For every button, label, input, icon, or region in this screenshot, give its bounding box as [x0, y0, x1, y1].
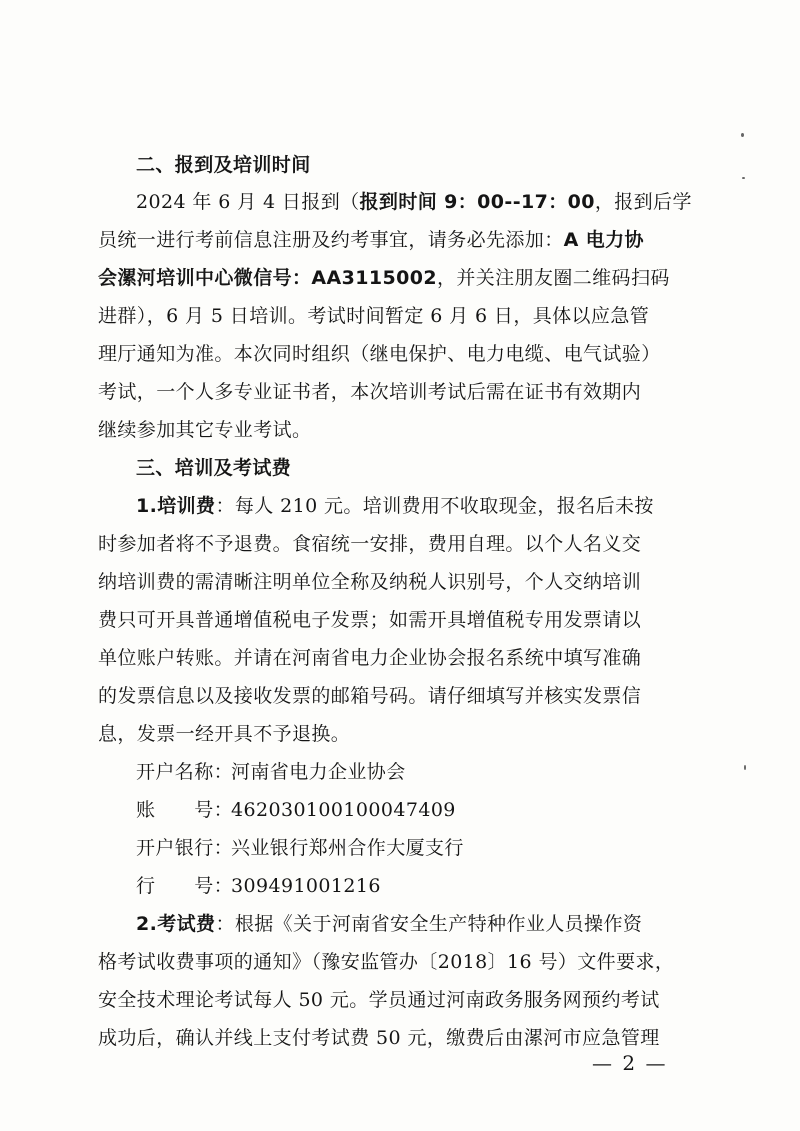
field-value: 兴业银行郑州合作大厦支行: [231, 837, 464, 859]
paragraph-line: 继续参加其它专业考试。: [98, 419, 312, 441]
scan-speck: [744, 765, 746, 770]
paragraph-line: 的发票信息以及接收发票的邮箱号码。请仔细填写并核实发票信: [98, 685, 642, 707]
paragraph-line: 理厅通知为准。本次同时组织（继电保护、电力电缆、电气试验）: [98, 343, 661, 365]
text-run: ，并关注朋友圈二维码扫码: [436, 267, 670, 289]
paragraph-line: [136, 911, 736, 937]
paragraph-line: [136, 493, 736, 519]
scan-speck: [742, 177, 745, 179]
bank-account-number: [136, 797, 736, 823]
bank-branch: [136, 835, 736, 861]
paragraph-line: [136, 189, 736, 215]
paragraph-line: 安全技术理论考试每人 50 元。学员通过河南政务服务网预约考试: [98, 989, 660, 1011]
paragraph-line: 成功后，确认并线上支付考试费 50 元，缴费后由漯河市应急管理: [98, 1027, 660, 1049]
scan-speck: [741, 133, 744, 137]
training-fee-label: 1.培训费: [136, 495, 216, 517]
paragraph-line: 考试，一个人多专业证书者，本次培训考试后需在证书有效期内: [98, 381, 642, 403]
field-label: 账 号：: [136, 799, 234, 821]
paragraph-line: 进群），6 月 5 日培训。考试时间暂定 6 月 6 日，具体以应急管: [98, 305, 650, 327]
paragraph-line: 纳培训费的需清晰注明单位全称及纳税人识别号，个人交纳培训: [98, 571, 642, 593]
page-number: — 2 —: [592, 1051, 668, 1075]
field-value: 462030100100047409: [231, 799, 456, 821]
paragraph-line: 时参加者将不予退费。食宿统一安排，费用自理。以个人名义交: [98, 533, 642, 555]
paragraph-line: 费只可开具普通增值税电子发票；如需开具增值税专用发票请以: [98, 609, 642, 631]
wechat-contact: A 电力协: [563, 229, 644, 251]
text-run: ，报到后学: [594, 191, 692, 213]
registration-time: 报到时间 9：00--17：00: [359, 191, 595, 213]
field-label: 行 号：: [136, 875, 234, 897]
bank-code: [136, 873, 736, 899]
bank-account-name: [136, 759, 736, 785]
text-run: ：每人 210 元。培训费用不收取现金，报名后未按: [215, 495, 654, 517]
paragraph-line: [98, 227, 698, 253]
field-label: 开户银行：: [136, 837, 234, 859]
text-run: ：根据《关于河南省安全生产特种作业人员操作资: [215, 913, 643, 935]
field-label: 开户名称：: [136, 761, 234, 783]
exam-fee-label: 2.考试费: [136, 913, 216, 935]
wechat-id: 会漯河培训中心微信号：AA3115002: [98, 267, 437, 289]
paragraph-line: 格考试收费事项的通知》（豫安监管办〔2018〕16 号）文件要求，: [98, 951, 675, 973]
paragraph-line: 息，发票一经开具不予退换。: [98, 723, 351, 745]
text-run: 员统一进行考前信息注册及约考事宜，请务必先添加：: [98, 229, 564, 251]
section-heading-registration: 二、报到及培训时间: [136, 154, 311, 176]
field-value: 河南省电力企业协会: [231, 761, 406, 783]
paragraph-line: [98, 265, 698, 291]
text-run: 2024 年 6 月 4 日报到（: [136, 191, 360, 213]
section-heading-fees: 三、培训及考试费: [136, 457, 292, 479]
field-value: 309491001216: [231, 875, 381, 897]
paragraph-line: 单位账户转账。并请在河南省电力企业协会报名系统中填写准确: [98, 647, 642, 669]
